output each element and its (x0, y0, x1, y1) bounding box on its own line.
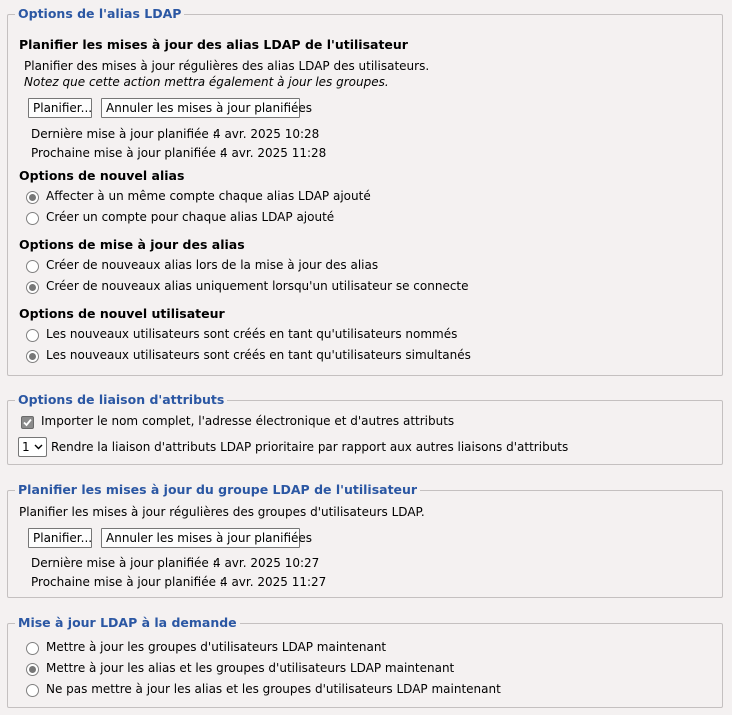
new-user-option-1-label: Les nouveaux utilisateurs sont créés en tant qu'utilisateurs nommés (46, 327, 458, 341)
new-alias-option-2-label: Créer un compte pour chaque alias LDAP ajouté (46, 210, 335, 224)
priority-select[interactable] (18, 437, 47, 457)
attribute-mapping-section (7, 393, 723, 465)
on-demand-radio-2[interactable] (26, 663, 39, 676)
import-attributes-checkbox[interactable] (21, 416, 34, 429)
new-alias-radio-1[interactable] (26, 191, 39, 204)
group-schedule-legend: Planifier les mises à jour du groupe LDAP de l'utilisateur (18, 482, 418, 497)
new-user-radio-2[interactable] (26, 350, 39, 363)
alias-update-option-1-label: Créer de nouveaux alias lors de la mise à jour des alias (46, 258, 379, 272)
schedule-alias-description: Planifier des mises à jour régulières des alias LDAP des utilisateurs. (24, 59, 430, 73)
group-next-update-label: Prochaine mise à jour planifiée : (31, 575, 224, 589)
group-last-update-label: Dernière mise à jour planifiée : (31, 556, 217, 570)
alias-last-update-label: Dernière mise à jour planifiée : (31, 127, 217, 141)
new-user-option-2-label: Les nouveaux utilisateurs sont créés en tant qu'utilisateurs simultanés (46, 348, 471, 362)
priority-label: Rendre la liaison d'attributs LDAP prioritaire par rapport aux autres liaisons d'attributs (51, 440, 569, 454)
group-next-update-value: 4 avr. 2025 11:27 (220, 575, 327, 589)
new-alias-option-1-label: Affecter à un même compte chaque alias LDAP ajouté (46, 189, 371, 203)
alias-last-update-value: 4 avr. 2025 10:28 (213, 127, 320, 141)
ldap-alias-options-legend: Options de l'alias LDAP (18, 6, 182, 21)
priority-select-value: 1 (22, 440, 30, 454)
new-alias-options-heading: Options de nouvel alias (19, 168, 185, 183)
alias-update-options-heading: Options de mise à jour des alias (19, 237, 245, 252)
schedule-alias-button[interactable]: Planifier... (28, 98, 92, 118)
on-demand-radio-3[interactable] (26, 684, 39, 697)
schedule-alias-heading: Planifier les mises à jour des alias LDAP de l'utilisateur (19, 37, 408, 52)
on-demand-option-3-label: Ne pas mettre à jour les alias et les groupes d'utilisateurs LDAP maintenant (46, 682, 501, 696)
on-demand-update-legend: Mise à jour LDAP à la demande (18, 615, 237, 630)
attribute-mapping-legend: Options de liaison d'attributs (18, 392, 225, 407)
alias-next-update-label: Prochaine mise à jour planifiée : (31, 146, 224, 160)
new-user-radio-1[interactable] (26, 329, 39, 342)
new-alias-radio-2[interactable] (26, 212, 39, 225)
alias-update-radio-2[interactable] (26, 281, 39, 294)
cancel-alias-schedule-button[interactable]: Annuler les mises à jour planifiées (101, 98, 300, 118)
on-demand-option-2-label: Mettre à jour les alias et les groupes d'utilisateurs LDAP maintenant (46, 661, 455, 675)
checkmark-icon (22, 417, 33, 428)
schedule-group-button[interactable]: Planifier... (28, 528, 92, 548)
alias-update-radio-1[interactable] (26, 260, 39, 273)
new-user-options-heading: Options de nouvel utilisateur (19, 306, 225, 321)
group-schedule-description: Planifier les mises à jour régulières des groupes d'utilisateurs LDAP. (19, 505, 425, 519)
group-last-update-value: 4 avr. 2025 10:27 (213, 556, 320, 570)
alias-next-update-value: 4 avr. 2025 11:28 (220, 146, 327, 160)
chevron-down-icon (34, 444, 43, 450)
cancel-group-schedule-button[interactable]: Annuler les mises à jour planifiées (101, 528, 300, 548)
on-demand-option-1-label: Mettre à jour les groupes d'utilisateurs LDAP maintenant (46, 640, 387, 654)
alias-update-option-2-label: Créer de nouveaux alias uniquement lorsqu'un utilisateur se connecte (46, 279, 469, 293)
schedule-alias-note: Notez que cette action mettra également à jour les groupes. (24, 75, 389, 89)
import-attributes-label: Importer le nom complet, l'adresse électronique et d'autres attributs (41, 414, 455, 428)
on-demand-radio-1[interactable] (26, 642, 39, 655)
